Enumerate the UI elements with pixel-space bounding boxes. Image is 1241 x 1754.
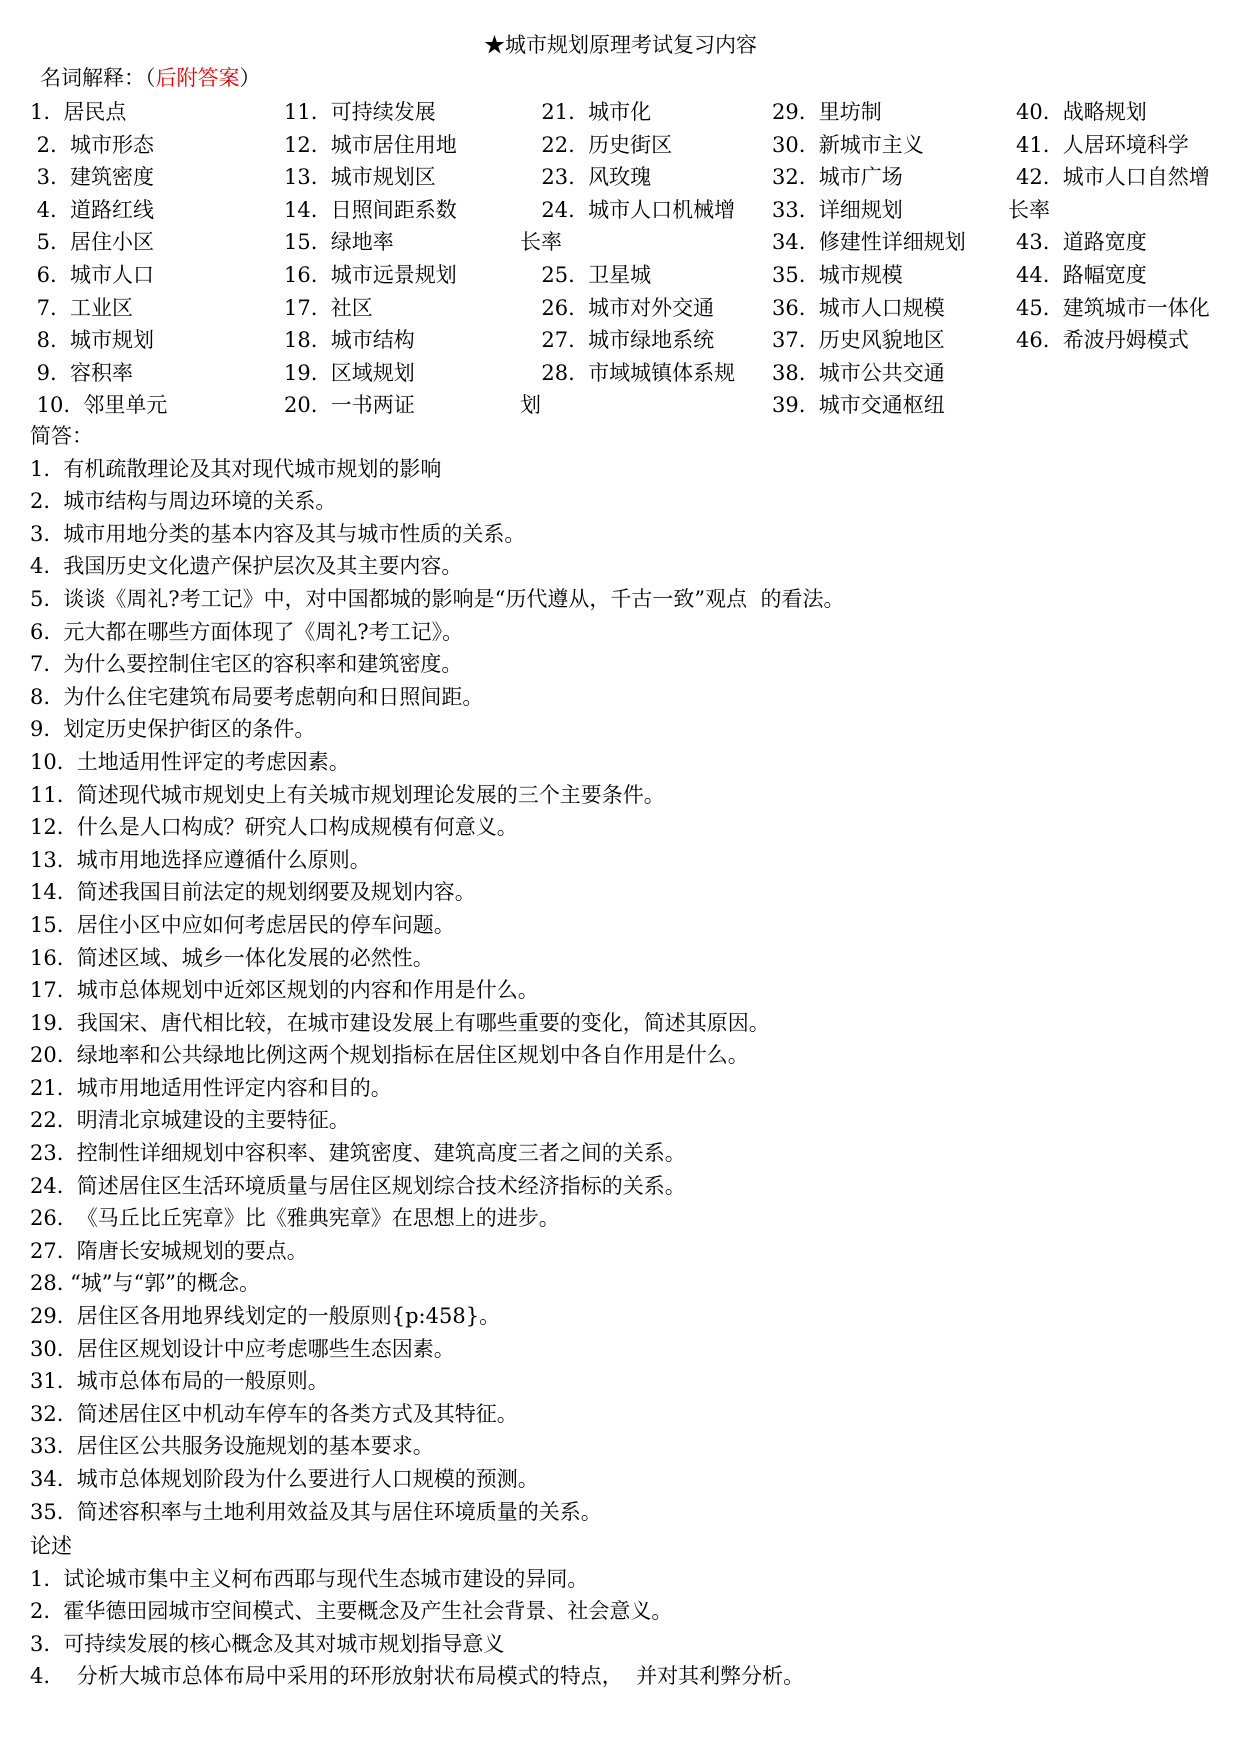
short-answer-item: 27. 隋唐长安城规划的要点。 [30, 1238, 308, 1263]
short-answer-item: 19. 我国宋、唐代相比较，在城市建设发展上有哪些重要的变化，简述其原因。 [30, 1010, 770, 1035]
term-item: 19. 区域规划 [284, 360, 415, 385]
short-answer-list [30, 453, 1220, 1529]
term-item: 33. 详细规划 [772, 197, 903, 222]
term-item: 划 [520, 393, 541, 418]
short-answer-item: 2. 城市结构与周边环境的关系。 [30, 489, 337, 514]
essay-item: 3. 可持续发展的核心概念及其对城市规划指导意义 [30, 1631, 505, 1656]
short-answer-item: 35. 简述容积率与土地利用效益及其与居住环境质量的关系。 [30, 1499, 602, 1524]
essay-heading: 论述 [30, 1534, 72, 1558]
short-answer-item: 7. 为什么要控制住宅区的容积率和建筑密度。 [30, 652, 463, 677]
terms-heading [40, 62, 261, 94]
short-answer-item: 24. 简述居住区生活环境质量与居住区规划综合技术经济指标的关系。 [30, 1173, 686, 1198]
short-answer-section [30, 420, 1220, 1528]
short-answer-item: 8. 为什么住宅建筑布局要考虑朝向和日照间距。 [30, 684, 484, 709]
term-item: 14. 日照间距系数 [284, 197, 457, 222]
terms-heading-close: ） [239, 66, 261, 90]
term-item: 39. 城市交通枢纽 [772, 393, 945, 418]
terms-grid [0, 96, 1241, 426]
short-answer-item: 16. 简述区域、城乡一体化发展的必然性。 [30, 945, 434, 970]
term-item: 7. 工业区 [30, 295, 134, 320]
short-answer-item: 28. “城”与“郭”的概念。 [30, 1271, 261, 1296]
term-item: 32. 城市广场 [772, 165, 903, 190]
term-item: 44. 路幅宽度 [1016, 262, 1147, 287]
short-answer-item: 1. 有机疏散理论及其对现代城市规划的影响 [30, 456, 442, 481]
term-item: 24. 城市人口机械增 [528, 197, 736, 222]
short-answer-item: 9. 划定历史保护街区的条件。 [30, 717, 316, 742]
term-item: 4. 道路红线 [30, 197, 155, 222]
term-item: 13. 城市规划区 [284, 165, 436, 190]
answer-note: 后附答案 [155, 66, 240, 90]
short-answer-item: 4. 我国历史文化遗产保护层次及其主要内容。 [30, 554, 463, 579]
short-answer-item: 33. 居住区公共服务设施规划的基本要求。 [30, 1434, 434, 1459]
essay-item: 1. 试论城市集中主义柯布西耶与现代生态城市建设的异同。 [30, 1566, 589, 1591]
term-item: 9. 容积率 [30, 360, 134, 385]
term-item: 1. 居民点 [30, 100, 127, 124]
short-answer-item: 30. 居住区规划设计中应考虑哪些生态因素。 [30, 1336, 455, 1361]
short-answer-item: 21. 城市用地适用性评定内容和目的。 [30, 1075, 392, 1100]
short-answer-item: 6. 元大都在哪些方面体现了《周礼?考工记》。 [30, 619, 464, 644]
term-item: 3. 建筑密度 [30, 165, 155, 190]
term-item: 20. 一书两证 [284, 393, 415, 418]
term-item: 16. 城市远景规划 [284, 262, 457, 287]
terms-column-5 [1008, 96, 1210, 357]
term-item: 28. 市域城镇体系规 [528, 360, 736, 385]
short-answer-item: 3. 城市用地分类的基本内容及其与城市性质的关系。 [30, 521, 526, 546]
term-item: 29. 里坊制 [772, 100, 882, 124]
term-item: 36. 城市人口规模 [772, 295, 945, 320]
term-item: 12. 城市居住用地 [284, 132, 457, 157]
term-item: 长率 [1008, 197, 1050, 222]
terms-heading-label: 名词解释：（ [40, 66, 156, 90]
term-item: 23. 风玫瑰 [528, 165, 652, 190]
terms-column-3 [520, 96, 736, 422]
short-answer-item: 10. 土地适用性评定的考虑因素。 [30, 749, 350, 774]
essay-list [30, 1563, 1220, 1693]
term-item: 21. 城市化 [528, 100, 652, 124]
term-item: 30. 新城市主义 [772, 132, 924, 157]
short-answer-item: 29. 居住区各用地界线划定的一般原则{p:458}。 [30, 1304, 501, 1329]
short-answer-item: 26. 《马丘比丘宪章》比《雅典宪章》在思想上的进步。 [30, 1206, 560, 1231]
term-item: 43. 道路宽度 [1016, 230, 1147, 255]
short-answer-item: 20. 绿地率和公共绿地比例这两个规划指标在居住区规划中各自作用是什么。 [30, 1043, 749, 1068]
essay-item: 4. 分析大城市总体布局中采用的环形放射状布局模式的特点， 并对其利弊分析。 [30, 1664, 805, 1689]
term-item: 15. 绿地率 [284, 230, 394, 255]
short-answer-item: 14. 简述我国目前法定的规划纲要及规划内容。 [30, 880, 476, 905]
term-item: 45. 建筑城市一体化 [1016, 295, 1210, 320]
term-item: 27. 城市绿地系统 [528, 328, 715, 353]
short-answer-item: 17. 城市总体规划中近郊区规划的内容和作用是什么。 [30, 978, 539, 1003]
term-item: 25. 卫星城 [528, 262, 652, 287]
essay-section [30, 1530, 1220, 1693]
terms-column-4 [772, 96, 966, 422]
term-item: 18. 城市结构 [284, 328, 415, 353]
page-title: ★城市规划原理考试复习内容 [484, 33, 757, 57]
short-answer-item: 31. 城市总体布局的一般原则。 [30, 1369, 329, 1394]
short-answer-item: 15. 居住小区中应如何考虑居民的停车问题。 [30, 912, 455, 937]
term-item: 38. 城市公共交通 [772, 360, 945, 385]
short-answer-item: 13. 城市用地选择应遵循什么原则。 [30, 847, 371, 872]
term-item: 10. 邻里单元 [30, 393, 168, 418]
short-answer-item: 32. 简述居住区中机动车停车的各类方式及其特征。 [30, 1401, 518, 1426]
terms-column-2 [284, 96, 457, 422]
term-item: 40. 战略规划 [1016, 100, 1147, 124]
term-item: 长率 [520, 230, 562, 255]
term-item: 17. 社区 [284, 295, 373, 320]
short-answer-item: 34. 城市总体规划阶段为什么要进行人口规模的预测。 [30, 1467, 539, 1491]
essay-item: 2. 霍华德田园城市空间模式、主要概念及产生社会背景、社会意义。 [30, 1599, 673, 1624]
short-answer-item: 22. 明清北京城建设的主要特征。 [30, 1108, 350, 1133]
term-item: 6. 城市人口 [30, 262, 155, 287]
term-item: 35. 城市规模 [772, 262, 903, 287]
term-item: 37. 历史风貌地区 [772, 328, 945, 353]
term-item: 41. 人居环境科学 [1016, 132, 1189, 157]
term-item: 5. 居住小区 [30, 230, 155, 255]
term-item: 26. 城市对外交通 [528, 295, 715, 320]
term-item: 11. 可持续发展 [284, 100, 436, 124]
terms-column-1 [30, 96, 167, 422]
short-answer-item: 12. 什么是人口构成？研究人口构成规模有何意义。 [30, 815, 518, 840]
term-item: 34. 修建性详细规划 [772, 230, 966, 255]
short-answer-item: 11. 简述现代城市规划史上有关城市规划理论发展的三个主要条件。 [30, 782, 665, 807]
term-item: 22. 历史街区 [528, 132, 673, 157]
term-item: 42. 城市人口自然增 [1016, 165, 1210, 190]
short-answer-heading: 简答： [30, 424, 93, 448]
short-answer-item: 23. 控制性详细规划中容积率、建筑密度、建筑高度三者之间的关系。 [30, 1141, 686, 1166]
term-item: 8. 城市规划 [30, 328, 155, 353]
short-answer-item: 5. 谈谈《周礼?考工记》中，对中国都城的影响是“历代遵从，千古一致”观点 的看法。 [30, 586, 845, 611]
term-item: 46. 希波丹姆模式 [1016, 328, 1189, 353]
term-item: 2. 城市形态 [30, 132, 155, 157]
